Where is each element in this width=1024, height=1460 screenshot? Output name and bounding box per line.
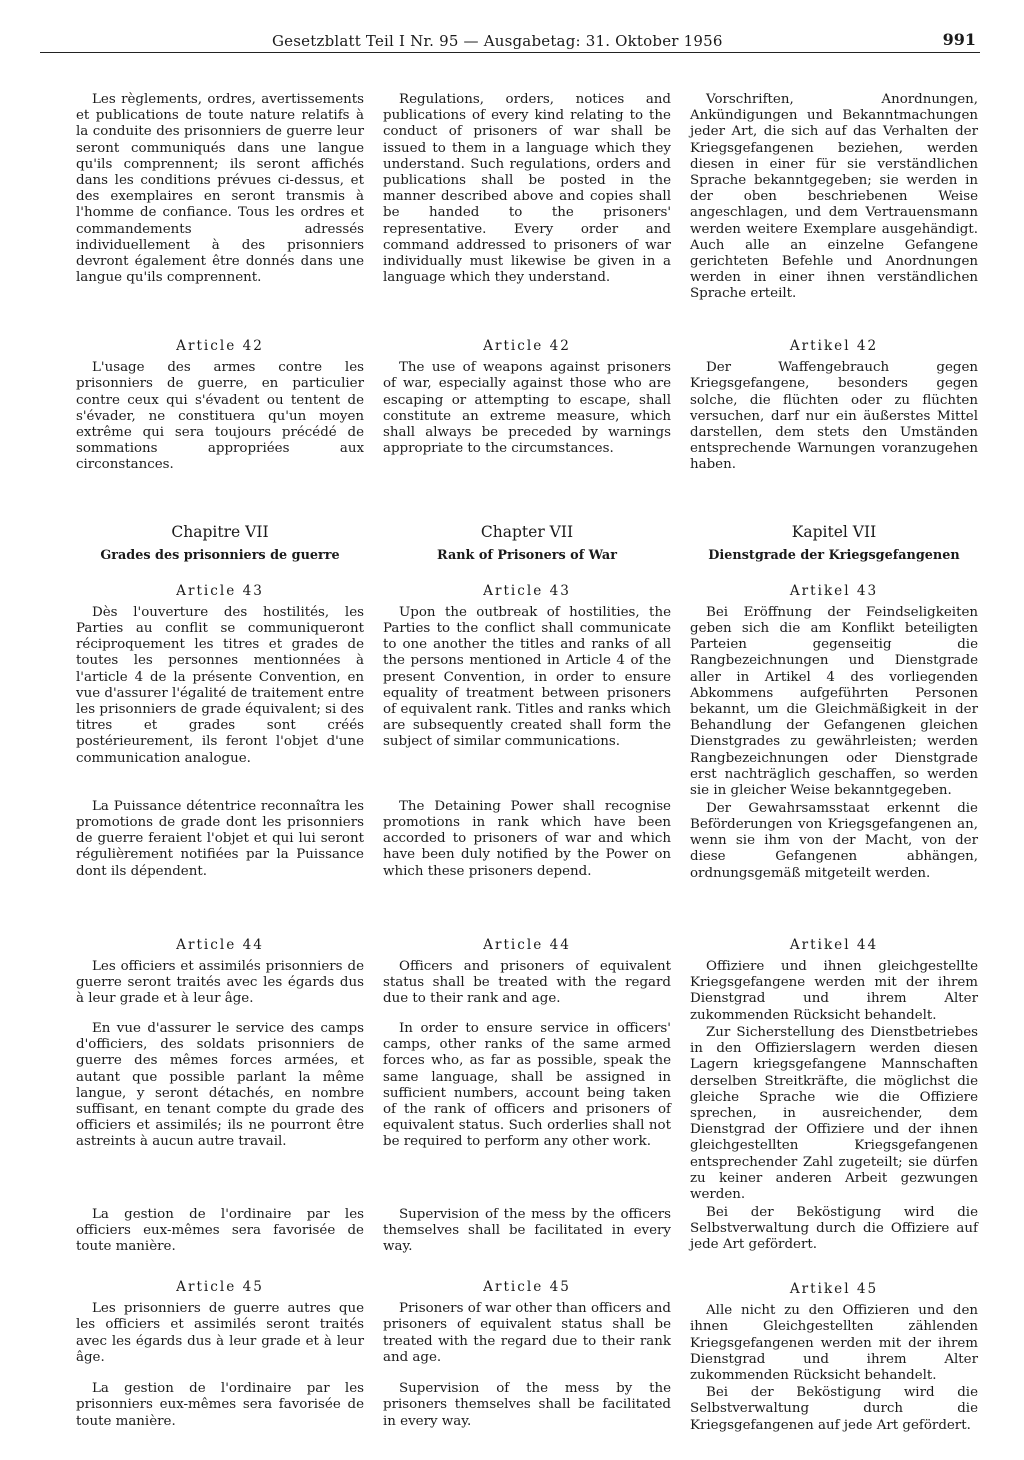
chapter-title: Chapter VII: [480, 523, 574, 542]
paragraph-41: Regulations, orders, notices and publications of every kind relating to the conduct of prisoners of war shall be issued to them in a language which they understand. Such regulations, orders and publications shall be posted in the manner described above and copies shall be handed to the prisoners' representative. Every order and command addressed to prisoners of war individually must likewise be given in a language which they understand.: [383, 92, 671, 286]
article-45-title: Article 45: [483, 1279, 571, 1296]
article-42-title: Article 42: [176, 338, 264, 354]
column-french: [76, 92, 364, 1431]
article-45-title: Artikel 45: [789, 1281, 879, 1298]
article-43-title: Artikel 43: [789, 582, 879, 599]
column-german: [690, 92, 978, 1435]
article-44-title: Article 44: [483, 936, 571, 953]
article-44-para-3: La gestion de l'ordinaire par les officiers eux-mêmes sera favorisée de toute manière.: [76, 1207, 364, 1255]
article-45-para-2: La gestion de l'ordinaire par les prisonniers eux-mêmes sera favorisée de toute manière.: [76, 1381, 364, 1429]
article-45-para-1: Les prisonniers de guerre autres que les officiers et assimilés seront traités avec les égards dus à leur grade et à leur âge.: [76, 1301, 364, 1365]
paragraph-41: Vorschriften, Anordnungen, Ankündigungen und Bekanntmachungen jeder Art, die sich auf das Verhalten der Kriegsgefangenen beziehen, werden diesen in einer für sie verständlichen Sprache bekanntgegeben; sie werden in der oben beschriebenen Weise angeschlagen, und dem Vertrauensmann werden weitere Exemplare ausgehändigt. Auch alle an einzelne Gefangene gerichteten Befehle und Anordnungen werden in einer ihnen verständlichen Sprache erteilt.: [690, 92, 978, 302]
article-42-text: Der Waffengebrauch gegen Kriegsgefangene, besonders gegen solche, die flüchten oder zu flüchten versuchen, darf nur ein äußerstes Mittel darstellen, dem stets den Umständen entsprechende Warnungen voranzugehen haben.: [690, 360, 978, 473]
chapter-subtitle: Rank of Prisoners of War: [437, 548, 617, 564]
column-english: [383, 92, 671, 1431]
article-43-para-1: Dès l'ouverture des hostilités, les Parties au conflit se communiqueront réciproquement les titres et grades de toutes les personnes mentionnées à l'article 4 de la présente Convention, en vue d'assurer l'égalité de traitement entre les prisonniers de grade équivalent; si des titres et grades sont créés postérieurement, ils feront l'objet d'une communication analogue.: [76, 604, 364, 766]
header-title: Gesetzblatt Teil I Nr. 95 — Ausgabetag: 31. Oktober 1956: [272, 32, 723, 50]
article-43-title: Article 43: [176, 582, 264, 599]
article-44-para-2: En vue d'assurer le service des camps d'officiers, des soldats prisonniers de guerre des mêmes forces armées, et autant que possible parlant la même langue, y seront détachés, en nombre suffisant, en tenant compte du grade des officiers et assimilés; ils ne pourront être astreints à aucun autre travail.: [76, 1021, 364, 1150]
article-43-para-1: Upon the outbreak of hostilities, the Parties to the conflict shall communicate to one another the titles and ranks of all the persons mentioned in Article 4 of the present Convention, in order to ensure equality of treatment between prisoners of equivalent rank. Titles and ranks which are subsequently created shall form the subject of similar communications.: [383, 604, 671, 750]
article-43-title: Article 43: [483, 582, 571, 599]
article-44-para-2: In order to ensure service in officers' camps, other ranks of the same armed forces who, as far as possible, speak the same language, shall be assigned in sufficient numbers, account being taken of the rank of officers and prisoners of equivalent status. Such orderlies shall not be required to perform any other work.: [383, 1021, 671, 1150]
article-42-title: Article 42: [483, 338, 571, 354]
article-45-para-2: Supervision of the mess by the prisoners themselves shall be facilitated in every way.: [383, 1381, 671, 1429]
article-43-para-2: Der Gewahrsamsstaat erkennt die Beförderungen von Kriegsgefangenen an, wenn sie ihm von der Macht, von der diese Gefangenen abhängen, ordnungsgemäß mitgeteilt werden.: [690, 800, 978, 881]
article-44-para-2: Zur Sicherstellung des Dienstbetriebes in den Offizierslagern werden diesen Lagern kriegsgefangene Mannschaften derselben Streitkräfte, die möglichst die gleiche Sprache wie die Offiziere sprechen, in ausreichender, dem Dienstgrad der Offiziere und der ihnen gleichgestellten Kriegsgefangenen entsprechender Zahl zugeteilt; sie dürfen zu keiner anderen Arbeit gezwungen werden.: [690, 1025, 978, 1203]
article-45-para-2: Bei der Beköstigung wird die Selbstverwaltung durch die Kriegsgefangenen auf jede Art gefördert.: [690, 1385, 978, 1433]
article-43-para-1: Bei Eröffnung der Feindseligkeiten geben sich die am Konflikt beteiligten Parteien gegenseitig die Rangbezeichnungen und Dienstgrade aller in Artikel 4 des vorliegenden Abkommens aufgeführten Personen bekannt, um die Gleichmäßigkeit in der Behandlung der Gefangenen gleichen Dienstgrades zu gewährleisten; werden Rangbezeichnungen oder Dienstgrade erst nachträglich geschaffen, so werden sie in gleicher Weise bekanntgegeben.: [690, 604, 978, 799]
page-number: 991: [942, 30, 976, 49]
chapter-title: Kapitel VII: [791, 523, 877, 542]
article-43-para-2: The Detaining Power shall recognise promotions in rank which have been accorded to prisoners of war and which have been duly notified by the Power on which these prisoners depend.: [383, 798, 671, 879]
article-43-para-2: La Puissance détentrice reconnaîtra les promotions de grade dont les prisonniers de guerre feraient l'objet et qui lui seront régulièrement notifiées par la Puissance dont ils dépendent.: [76, 798, 364, 879]
article-44-para-1: Officers and prisoners of equivalent status shall be treated with the regard due to their rank and age.: [383, 959, 671, 1007]
chapter-subtitle: Dienstgrade der Kriegsgefangenen: [708, 548, 960, 564]
article-44-para-1: Les officiers et assimilés prisonniers de guerre seront traités avec les égards dus à leur grade et à leur âge.: [76, 959, 364, 1007]
article-45-para-1: Prisoners of war other than officers and prisoners of equivalent status shall be treated with the regard due to their rank and age.: [383, 1301, 671, 1365]
article-42-title: Artikel 42: [789, 338, 879, 354]
article-44-para-3: Bei der Beköstigung wird die Selbstverwaltung durch die Offiziere auf jede Art gefördert.: [690, 1205, 978, 1253]
chapter-subtitle: Grades des prisonniers de guerre: [100, 548, 340, 564]
article-44-para-1: Offiziere und ihnen gleichgestellte Kriegsgefangene werden mit der ihrem Dienstgrad und ihrem Alter zukommenden Rücksicht behandelt.: [690, 959, 978, 1023]
article-44-para-3: Supervision of the mess by the officers themselves shall be facilitated in every way.: [383, 1207, 671, 1255]
page-header: [40, 30, 980, 53]
article-42-text: L'usage des armes contre les prisonniers de guerre, en particulier contre ceux qui s'évadent ou tentent de s'évader, ne constituera qu'un moyen extrême qui sera toujours précédé de sommations appropriées aux circonstances.: [76, 360, 364, 473]
chapter-title: Chapitre VII: [171, 523, 269, 542]
article-45-title: Article 45: [176, 1279, 264, 1296]
article-44-title: Artikel 44: [789, 936, 879, 953]
article-42-text: The use of weapons against prisoners of war, especially against those who are escaping or attempting to escape, shall constitute an extreme measure, which shall always be preceded by warnings appropriate to the circumstances.: [383, 360, 671, 457]
article-44-title: Article 44: [176, 936, 264, 953]
paragraph-41: Les règlements, ordres, avertissements et publications de toute nature relatifs à la conduite des prisonniers de guerre leur seront communiqués dans une langue qu'ils comprennent; ils seront affichés dans les conditions prévues ci-dessus, et des exemplaires en seront transmis à l'homme de confiance. Tous les ordres et commandements adressés individuellement à des prisonniers devront également être donnés dans une langue qu'ils comprennent.: [76, 92, 364, 286]
article-45-para-1: Alle nicht zu den Offizieren und den ihnen Gleichgestellten zählenden Kriegsgefangenen werden mit der ihrem Dienstgrad und ihrem Alter zukommenden Rücksicht behandelt.: [690, 1303, 978, 1384]
